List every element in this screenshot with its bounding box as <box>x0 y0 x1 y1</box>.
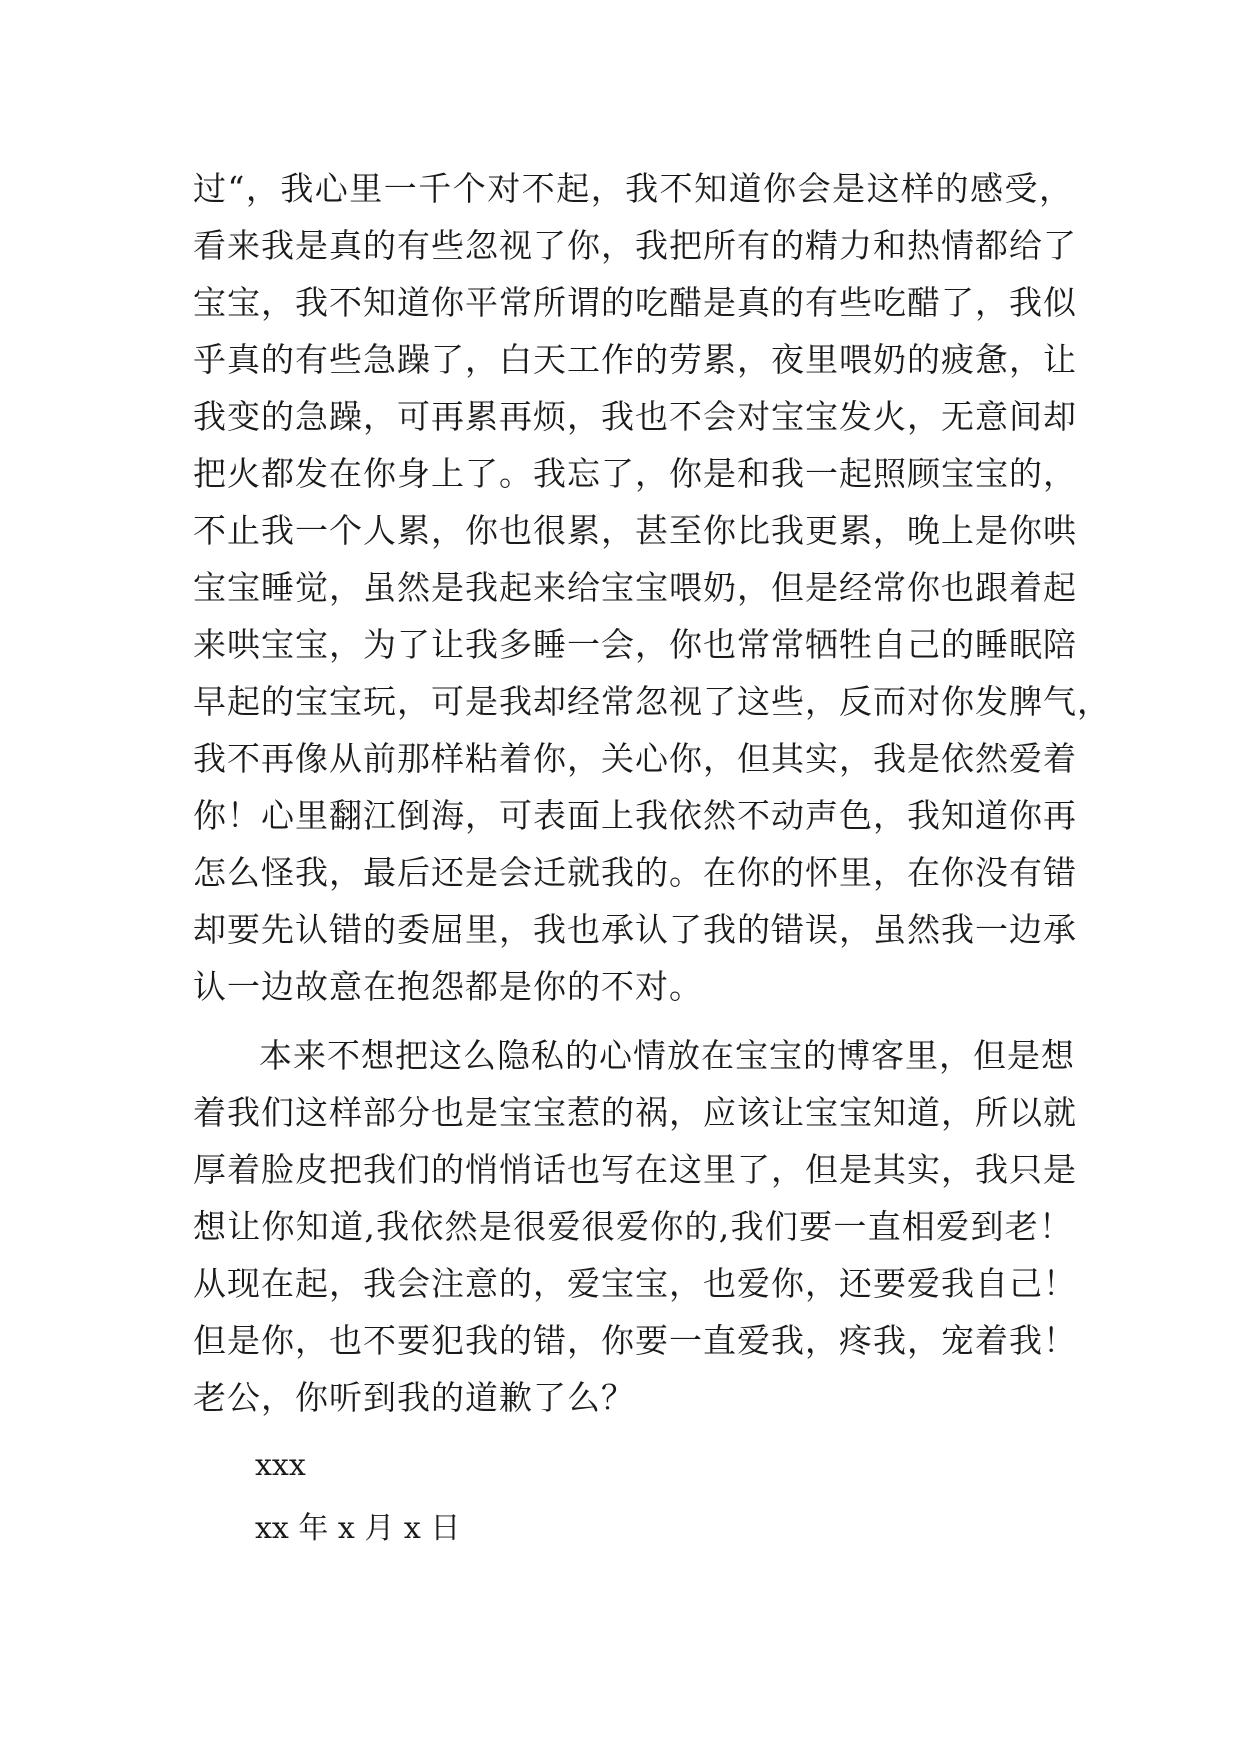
text-line: 从现在起，我会注意的，爱宝宝，也爱你，还要爱我自己！ <box>193 1264 1077 1303</box>
text-line: 不止我一个人累，你也很累，甚至你比我更累，晚上是你哄 <box>193 511 1077 550</box>
text-line: 看来我是真的有些忽视了你，我把所有的精力和热情都给了 <box>193 226 1077 265</box>
text-line: 把火都发在你身上了。我忘了，你是和我一起照顾宝宝的， <box>193 454 1077 493</box>
text-line: 想让你知道,我依然是很爱很爱你的,我们要一直相爱到老！ <box>193 1207 1073 1246</box>
text-line: 但是你，也不要犯我的错，你要一直爱我，疼我，宠着我！ <box>193 1321 1077 1360</box>
paragraph-2 <box>193 1027 1077 1426</box>
text-line: 本来不想把这么隐私的心情放在宝宝的博客里，但是想 <box>259 1036 1075 1075</box>
text-line: 我变的急躁，可再累再烦，我也不会对宝宝发火，无意间却 <box>193 397 1077 436</box>
text-line: 早起的宝宝玩，可是我却经常忽视了这些，反而对你发脾气， <box>193 682 1111 721</box>
text-line: 来哄宝宝，为了让我多睡一会，你也常常牺牲自己的睡眠陪 <box>193 625 1077 664</box>
letter-body <box>193 160 1111 1426</box>
text-line: 厚着脸皮把我们的悄悄话也写在这里了，但是其实，我只是 <box>193 1150 1077 1189</box>
signature-date: xx 年 x 月 x 日 <box>255 1511 461 1546</box>
paragraph-1 <box>193 160 1111 1015</box>
paragraph-gap <box>193 1015 1073 1027</box>
text-line: 宝宝，我不知道你平常所谓的吃醋是真的有些吃醋了，我似 <box>193 283 1077 322</box>
text-line: 过“，我心里一千个对不起，我不知道你会是这样的感受， <box>193 169 1073 208</box>
text-line: 着我们这样部分也是宝宝惹的祸，应该让宝宝知道，所以就 <box>193 1093 1077 1132</box>
text-line: 老公，你听到我的道歉了么？ <box>193 1378 635 1417</box>
text-line: 乎真的有些急躁了，白天工作的劳累，夜里喂奶的疲惫，让 <box>193 340 1077 379</box>
text-line: 你！心里翻江倒海，可表面上我依然不动声色，我知道你再 <box>193 796 1077 835</box>
text-line: 认一边故意在抱怨都是你的不对。 <box>193 967 703 1006</box>
text-line: 怎么怪我，最后还是会迁就我的。在你的怀里，在你没有错 <box>193 853 1077 892</box>
signature-name: xxx <box>255 1448 306 1483</box>
text-line: 宝宝睡觉，虽然是我起来给宝宝喂奶，但是经常你也跟着起 <box>193 568 1077 607</box>
text-line: 却要先认错的委屈里，我也承认了我的错误，虽然我一边承 <box>193 910 1077 949</box>
text-line: 我不再像从前那样粘着你，关心你，但其实，我是依然爱着 <box>193 739 1077 778</box>
